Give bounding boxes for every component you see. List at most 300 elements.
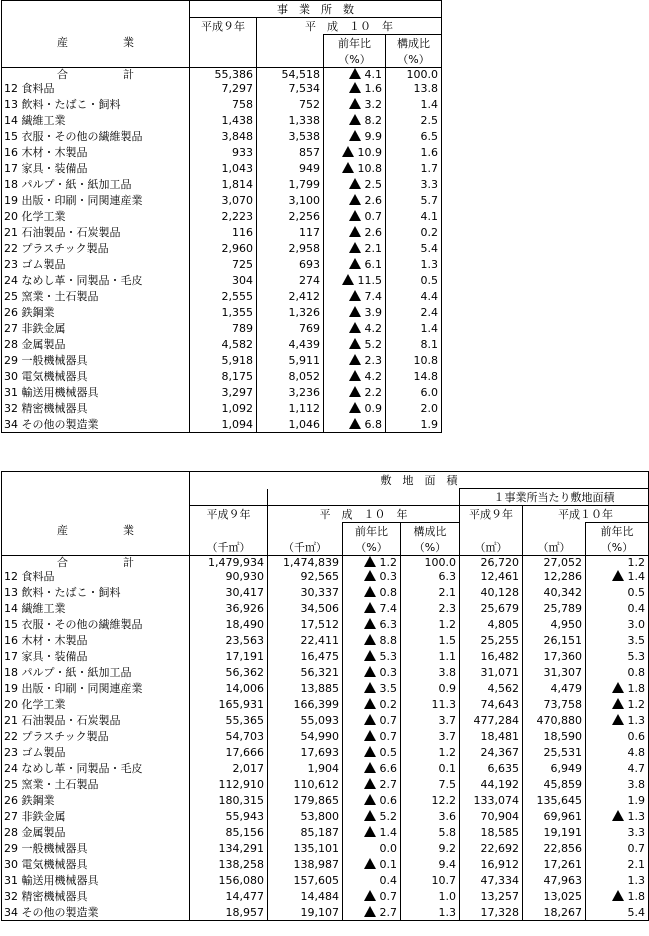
cell-yoy-value: 2.3	[364, 353, 382, 367]
col-h10-header: 平 成 １０ 年	[268, 506, 460, 523]
decrease-triangle-icon	[349, 98, 361, 109]
empty-cell	[257, 35, 324, 52]
table-row	[2, 680, 649, 696]
cell-yoy	[343, 696, 401, 712]
decrease-triangle-icon	[364, 890, 376, 901]
table-row	[2, 600, 649, 616]
cell-p9: 44,192	[460, 776, 523, 792]
cell-h9: 56,362	[190, 664, 268, 680]
cell-yoy	[343, 760, 401, 776]
cell-p9: 6,635	[460, 760, 523, 776]
table-row	[2, 288, 442, 304]
establishments-group-header: 事 業 所 数	[190, 1, 442, 18]
cell-pyoy	[586, 808, 649, 824]
cell-share: 4.1	[386, 208, 442, 224]
cell-yoy	[324, 368, 386, 384]
row-name: 16 木材・木製品	[2, 144, 190, 160]
cell-yoy-value: 0.7	[364, 209, 382, 223]
cell-p9: 16,482	[460, 648, 523, 664]
cell-pyoy-value: 1.2	[627, 697, 646, 711]
cell-yoy	[343, 904, 401, 921]
unit-pct: （%）	[324, 51, 386, 68]
cell-yoy	[324, 80, 386, 96]
row-name: 34 その他の製造業	[2, 416, 190, 433]
cell-h9: 30,417	[190, 584, 268, 600]
decrease-triangle-icon	[349, 338, 361, 349]
cell-pyoy	[586, 888, 649, 904]
row-name: 19 出版・印刷・同関連産業	[2, 192, 190, 208]
cell-share: 1.0	[401, 888, 460, 904]
cell-yoy	[343, 648, 401, 664]
cell-p10: 6,949	[523, 760, 586, 776]
cell-share: 100.0	[401, 556, 460, 569]
table-row	[2, 112, 442, 128]
cell-h10: 1,326	[257, 304, 324, 320]
cell-h10: 17,693	[268, 744, 343, 760]
table-row	[2, 728, 649, 744]
cell-yoy	[324, 160, 386, 176]
cell-h9: 933	[190, 144, 257, 160]
table-row	[2, 776, 649, 792]
cell-h9: 1,479,934	[190, 556, 268, 569]
cell-p9: 40,128	[460, 584, 523, 600]
site-area-body	[2, 556, 649, 921]
table-row	[2, 632, 649, 648]
cell-pyoy-value: 2.1	[627, 857, 646, 871]
cell-p10: 26,151	[523, 632, 586, 648]
decrease-triangle-icon	[364, 778, 376, 789]
cell-pyoy	[586, 584, 649, 600]
col-h10b-header: 平成１０年	[523, 506, 649, 523]
empty-cell	[268, 523, 343, 540]
row-name: 28 金属製品	[2, 336, 190, 352]
cell-p9: 4,562	[460, 680, 523, 696]
cell-h10: 179,865	[268, 792, 343, 808]
cell-pyoy-value: 0.8	[627, 665, 646, 679]
cell-yoy-value: 6.8	[364, 417, 382, 431]
cell-share: 1.1	[401, 648, 460, 664]
cell-share: 3.7	[401, 712, 460, 728]
table-row	[2, 336, 442, 352]
cell-h9: 8,175	[190, 368, 257, 384]
cell-yoy	[343, 712, 401, 728]
cell-h10: 135,101	[268, 840, 343, 856]
table-row	[2, 616, 649, 632]
cell-share: 1.3	[401, 904, 460, 921]
cell-yoy	[324, 96, 386, 112]
cell-share: 13.8	[386, 80, 442, 96]
cell-h10: 14,484	[268, 888, 343, 904]
decrease-triangle-icon	[349, 322, 361, 333]
cell-pyoy	[586, 760, 649, 776]
cell-p9: 12,461	[460, 568, 523, 584]
cell-yoy	[324, 352, 386, 368]
decrease-triangle-icon	[364, 714, 376, 725]
cell-h10: 85,187	[268, 824, 343, 840]
cell-p10: 45,859	[523, 776, 586, 792]
cell-h10: 752	[257, 96, 324, 112]
cell-pyoy-value: 0.6	[627, 729, 646, 743]
cell-p9: 31,071	[460, 664, 523, 680]
cell-p10: 17,360	[523, 648, 586, 664]
cell-h10: 4,439	[257, 336, 324, 352]
blank-header-cell	[2, 1, 190, 18]
cell-h9: 23,563	[190, 632, 268, 648]
table-row	[2, 192, 442, 208]
cell-p10: 19,191	[523, 824, 586, 840]
cell-pyoy-value: 1.8	[627, 681, 646, 695]
cell-yoy	[324, 288, 386, 304]
cell-yoy-value: 5.2	[379, 809, 397, 823]
cell-share: 2.5	[386, 112, 442, 128]
cell-pyoy-value: 4.8	[627, 745, 646, 759]
cell-p9: 47,334	[460, 872, 523, 888]
row-name: 16 木材・木製品	[2, 632, 190, 648]
decrease-triangle-icon	[364, 746, 376, 757]
cell-yoy-value: 0.3	[379, 665, 397, 679]
decrease-triangle-icon	[349, 226, 361, 237]
cell-yoy-value: 2.5	[364, 177, 382, 191]
row-name: 19 出版・印刷・同関連産業	[2, 680, 190, 696]
decrease-triangle-icon	[364, 906, 376, 917]
cell-yoy-value: 11.5	[357, 273, 382, 287]
decrease-triangle-icon	[364, 810, 376, 821]
row-name: 22 プラスチック製品	[2, 728, 190, 744]
cell-yoy-value: 10.8	[357, 161, 382, 175]
cell-h10: 17,512	[268, 616, 343, 632]
cell-p9: 74,643	[460, 696, 523, 712]
cell-yoy	[343, 680, 401, 696]
establishments-body	[2, 68, 442, 433]
table-row	[2, 400, 442, 416]
decrease-triangle-icon	[364, 826, 376, 837]
cell-yoy-value: 0.2	[379, 697, 397, 711]
cell-yoy	[343, 556, 401, 569]
decrease-triangle-icon	[349, 290, 361, 301]
cell-p10: 4,479	[523, 680, 586, 696]
cell-p9: 26,720	[460, 556, 523, 569]
cell-share: 12.2	[401, 792, 460, 808]
row-name: 12 食料品	[2, 568, 190, 584]
row-name: 15 衣服・その他の繊維製品	[2, 128, 190, 144]
cell-yoy	[343, 600, 401, 616]
cell-h9: 134,291	[190, 840, 268, 856]
cell-pyoy-value: 3.3	[627, 825, 646, 839]
industry-header: 産 業	[2, 506, 190, 556]
cell-h9: 1,094	[190, 416, 257, 433]
cell-h10: 2,256	[257, 208, 324, 224]
cell-h10: 117	[257, 224, 324, 240]
cell-h9: 14,477	[190, 888, 268, 904]
cell-yoy-value: 5.2	[364, 337, 382, 351]
table-row	[2, 160, 442, 176]
row-name: 30 電気機械器具	[2, 856, 190, 872]
cell-pyoy	[586, 744, 649, 760]
cell-yoy	[343, 744, 401, 760]
cell-h10: 1,904	[268, 760, 343, 776]
row-name: 25 窯業・土石製品	[2, 776, 190, 792]
cell-h10: 3,100	[257, 192, 324, 208]
cell-h10: 5,911	[257, 352, 324, 368]
cell-yoy-value: 0.7	[379, 889, 397, 903]
table-row	[2, 744, 649, 760]
decrease-triangle-icon	[364, 618, 376, 629]
cell-pyoy	[586, 664, 649, 680]
cell-h9: 2,960	[190, 240, 257, 256]
cell-h9: 2,017	[190, 760, 268, 776]
cell-p9: 18,585	[460, 824, 523, 840]
cell-p10: 22,856	[523, 840, 586, 856]
cell-share: 6.3	[401, 568, 460, 584]
cell-pyoy	[586, 712, 649, 728]
cell-yoy	[343, 568, 401, 584]
decrease-triangle-icon	[349, 386, 361, 397]
cell-yoy-value: 1.2	[379, 556, 397, 568]
col-h9-header: 平成９年	[190, 18, 257, 35]
decrease-triangle-icon	[349, 68, 361, 79]
decrease-triangle-icon	[612, 570, 624, 581]
cell-h9: 2,555	[190, 288, 257, 304]
cell-yoy	[343, 584, 401, 600]
cell-share: 10.8	[386, 352, 442, 368]
empty-cell	[190, 35, 257, 52]
cell-share: 1.2	[401, 744, 460, 760]
decrease-triangle-icon	[342, 146, 354, 157]
table-row	[2, 872, 649, 888]
decrease-triangle-icon	[349, 210, 361, 221]
cell-share: 3.7	[401, 728, 460, 744]
cell-pyoy-value: 4.7	[627, 761, 646, 775]
cell-h10: 30,337	[268, 584, 343, 600]
cell-share: 5.7	[386, 192, 442, 208]
row-name: 13 飲料・たばこ・飼料	[2, 584, 190, 600]
cell-yoy-value: 8.2	[364, 113, 382, 127]
table-row	[2, 128, 442, 144]
cell-share: 2.1	[401, 584, 460, 600]
cell-p9: 477,284	[460, 712, 523, 728]
cell-share: 5.4	[386, 240, 442, 256]
cell-pyoy	[586, 840, 649, 856]
cell-yoy	[343, 888, 401, 904]
row-name: 17 家具・装備品	[2, 648, 190, 664]
cell-share: 1.4	[386, 320, 442, 336]
cell-yoy-value: 2.1	[364, 241, 382, 255]
empty-cell	[523, 523, 586, 540]
cell-pyoy-value: 1.3	[627, 713, 646, 727]
row-name: 28 金属製品	[2, 824, 190, 840]
cell-p10: 18,590	[523, 728, 586, 744]
cell-h10: 1,112	[257, 400, 324, 416]
cell-yoy	[343, 824, 401, 840]
cell-p10: 13,025	[523, 888, 586, 904]
cell-yoy-value: 2.2	[364, 385, 382, 399]
cell-h9: 758	[190, 96, 257, 112]
cell-yoy	[343, 616, 401, 632]
row-name: 26 鉄鋼業	[2, 304, 190, 320]
unit-kam2: （千㎡）	[190, 539, 268, 556]
cell-pyoy	[586, 600, 649, 616]
cell-yoy-value: 4.1	[364, 68, 382, 80]
cell-p9: 13,257	[460, 888, 523, 904]
cell-share: 1.7	[386, 160, 442, 176]
cell-h10: 166,399	[268, 696, 343, 712]
cell-h10: 769	[257, 320, 324, 336]
cell-pyoy	[586, 792, 649, 808]
table-row	[2, 416, 442, 433]
table-row	[2, 144, 442, 160]
cell-yoy	[324, 256, 386, 272]
cell-pyoy	[586, 872, 649, 888]
cell-yoy-value: 3.9	[364, 305, 382, 319]
decrease-triangle-icon	[364, 556, 376, 567]
decrease-triangle-icon	[349, 242, 361, 253]
cell-h9: 55,386	[190, 68, 257, 81]
blank-header-cell	[2, 472, 190, 489]
decrease-triangle-icon	[364, 858, 376, 869]
decrease-triangle-icon	[349, 178, 361, 189]
table-row	[2, 80, 442, 96]
table-row	[2, 664, 649, 680]
cell-yoy-value: 6.6	[379, 761, 397, 775]
cell-yoy	[324, 112, 386, 128]
cell-yoy-value: 0.4	[379, 873, 397, 887]
cell-pyoy	[586, 648, 649, 664]
cell-h9: 725	[190, 256, 257, 272]
cell-yoy-value: 10.9	[357, 145, 382, 159]
table-row	[2, 368, 442, 384]
unit-m2: （㎡）	[523, 539, 586, 556]
cell-p10: 47,963	[523, 872, 586, 888]
cell-h9: 138,258	[190, 856, 268, 872]
row-name: 14 繊維工業	[2, 600, 190, 616]
empty-cell	[2, 489, 190, 506]
cell-p10: 69,961	[523, 808, 586, 824]
cell-p9: 16,912	[460, 856, 523, 872]
site-area-group-header: 敷 地 面 積	[190, 472, 649, 489]
cell-pyoy-value: 5.3	[627, 649, 646, 663]
decrease-triangle-icon	[349, 258, 361, 269]
table-row	[2, 584, 649, 600]
cell-h10: 693	[257, 256, 324, 272]
cell-yoy	[324, 384, 386, 400]
cell-share: 0.1	[401, 760, 460, 776]
cell-h10: 8,052	[257, 368, 324, 384]
cell-h9: 116	[190, 224, 257, 240]
cell-h9: 5,918	[190, 352, 257, 368]
decrease-triangle-icon	[364, 730, 376, 741]
cell-p10: 4,950	[523, 616, 586, 632]
cell-yoy-value: 3.5	[379, 681, 397, 695]
cell-h9: 304	[190, 272, 257, 288]
decrease-triangle-icon	[364, 586, 376, 597]
cell-p10: 25,789	[523, 600, 586, 616]
decrease-triangle-icon	[349, 418, 361, 429]
decrease-triangle-icon	[349, 82, 361, 93]
cell-h9: 1,814	[190, 176, 257, 192]
decrease-triangle-icon	[342, 162, 354, 173]
unit-m2: （㎡）	[460, 539, 523, 556]
table-row	[2, 304, 442, 320]
cell-p10: 25,531	[523, 744, 586, 760]
cell-share: 2.4	[386, 304, 442, 320]
table-row	[2, 240, 442, 256]
cell-h9: 156,080	[190, 872, 268, 888]
cell-pyoy	[586, 824, 649, 840]
cell-h10: 19,107	[268, 904, 343, 921]
table-row	[2, 320, 442, 336]
cell-yoy-value: 1.4	[379, 825, 397, 839]
cell-pyoy	[586, 696, 649, 712]
cell-p9: 17,328	[460, 904, 523, 921]
cell-yoy-value: 2.7	[379, 905, 397, 919]
cell-h9: 55,943	[190, 808, 268, 824]
cell-h10: 55,093	[268, 712, 343, 728]
decrease-triangle-icon	[364, 570, 376, 581]
cell-p9: 25,679	[460, 600, 523, 616]
cell-h10: 1,799	[257, 176, 324, 192]
unit-pct: （%）	[386, 51, 442, 68]
cell-h10: 56,321	[268, 664, 343, 680]
row-name: 20 化学工業	[2, 208, 190, 224]
row-name: 27 非鉄金属	[2, 320, 190, 336]
empty-cell	[190, 523, 268, 540]
col-yoy-header: 前年比	[324, 35, 386, 52]
unit-kam2: （千㎡）	[268, 539, 343, 556]
cell-yoy	[343, 792, 401, 808]
row-name: 15 衣服・その他の繊維製品	[2, 616, 190, 632]
cell-h10: 1,046	[257, 416, 324, 433]
cell-h10: 157,605	[268, 872, 343, 888]
cell-share: 1.6	[386, 144, 442, 160]
cell-h9: 1,043	[190, 160, 257, 176]
row-name: 合 計	[2, 68, 190, 81]
cell-h10: 3,236	[257, 384, 324, 400]
cell-yoy-value: 0.7	[379, 729, 397, 743]
table-row	[2, 824, 649, 840]
col-yoy-header: 前年比	[343, 523, 401, 540]
cell-pyoy	[586, 616, 649, 632]
cell-h10: 3,538	[257, 128, 324, 144]
cell-pyoy-value: 3.0	[627, 617, 646, 631]
cell-p10: 17,261	[523, 856, 586, 872]
cell-yoy	[324, 416, 386, 433]
cell-h9: 112,910	[190, 776, 268, 792]
row-name: 27 非鉄金属	[2, 808, 190, 824]
cell-h10: 22,411	[268, 632, 343, 648]
decrease-triangle-icon	[612, 682, 624, 693]
decrease-triangle-icon	[364, 650, 376, 661]
table-row	[2, 96, 442, 112]
cell-h10: 54,518	[257, 68, 324, 81]
cell-yoy-value: 5.3	[379, 649, 397, 663]
cell-h10: 1,474,839	[268, 556, 343, 569]
cell-p9: 133,074	[460, 792, 523, 808]
cell-pyoy	[586, 776, 649, 792]
cell-share: 5.8	[401, 824, 460, 840]
decrease-triangle-icon	[364, 794, 376, 805]
table-row	[2, 904, 649, 921]
cell-p9: 22,692	[460, 840, 523, 856]
cell-h10: 949	[257, 160, 324, 176]
cell-h9: 2,223	[190, 208, 257, 224]
cell-h10: 16,475	[268, 648, 343, 664]
cell-yoy-value: 2.6	[364, 193, 382, 207]
decrease-triangle-icon	[342, 274, 354, 285]
cell-pyoy-value: 3.5	[627, 633, 646, 647]
cell-h9: 17,666	[190, 744, 268, 760]
cell-yoy	[324, 144, 386, 160]
cell-h9: 14,006	[190, 680, 268, 696]
